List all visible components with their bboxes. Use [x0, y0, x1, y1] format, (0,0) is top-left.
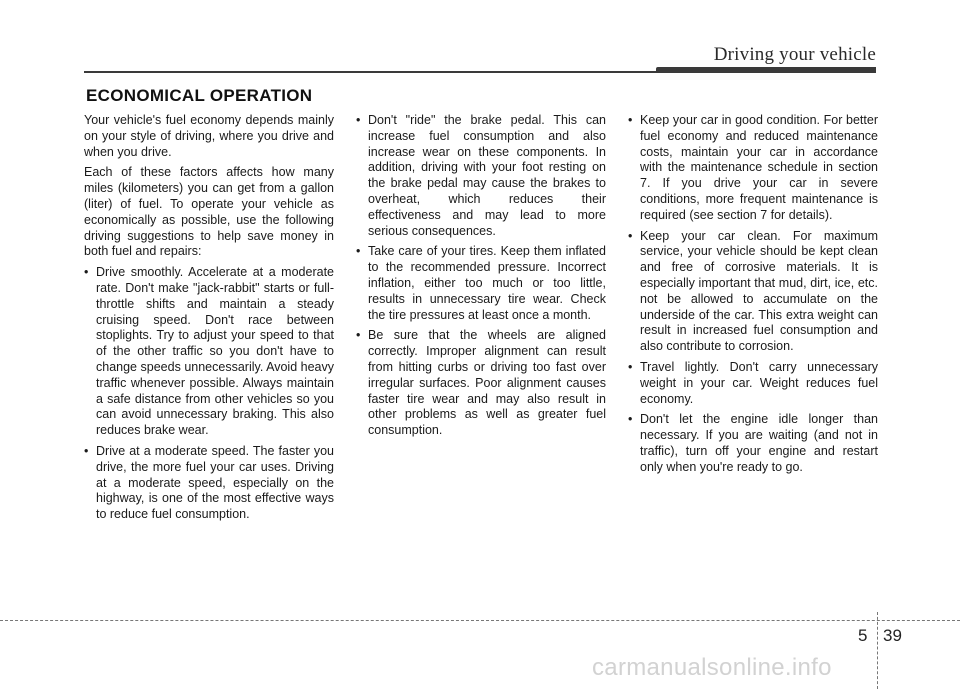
paragraph: Each of these factors affects how many miles (kilometers) you can get from a gallon (liter) of fuel. To operate your vehicle as economically as possible, use the following driving suggestions to help save money in both fuel and repairs: — [84, 165, 334, 259]
list-item: • Be sure that the wheels are aligned correctly. Improper alignment can result from hitting curbs or driving too fast over irregular surfaces. Poor alignment causes faster tire wear and may also result in other problems as well as greater fuel consumption. — [356, 328, 606, 439]
page-heading: ECONOMICAL OPERATION — [86, 86, 313, 105]
page-number: 39 — [883, 626, 902, 645]
bullet-list — [628, 113, 878, 476]
paragraph: Your vehicle's fuel economy depends mainly on your style of driving, where you drive and when you drive. — [84, 113, 334, 159]
header-rule — [84, 71, 664, 73]
list-item: • Keep your car clean. For maximum service, your vehicle should be kept clean and free of corrosive materials. It is especially important that mud, dirt, ice, etc. not be allowed to accumulate on the underside of the car. This extra weight can result in increased fuel consumption and also contribute to corrosion. — [628, 229, 878, 355]
list-item: • Don't let the engine idle longer than necessary. If you are waiting (and not in traffic), turn off your engine and restart only when you're ready to go. — [628, 412, 878, 475]
bullet-list — [84, 265, 334, 523]
list-item: • Keep your car in good condition. For better fuel economy and reduced maintenance costs, maintain your car in accordance with the maintenance schedule in section 7. If you drive your car in severe conditions, more frequent maintenance is required (see section 7 for details). — [628, 113, 878, 224]
text-column-2 — [356, 113, 606, 444]
watermark: carmanualsonline.info — [592, 654, 832, 681]
footer-divider — [0, 620, 960, 621]
bullet-list — [356, 113, 606, 439]
header-rule-accent — [656, 67, 876, 73]
text-column-1 — [84, 113, 334, 528]
list-item: • Travel lightly. Don't carry unnecessary weight in your car. Weight reduces fuel economy. — [628, 360, 878, 407]
list-item: • Drive smoothly. Accelerate at a moderate rate. Don't make "jack-rabbit" starts or full-throttle shifts and maintain a steady cruising speed. Don't race between stoplights. Try to adjust your speed to that of the other traffic so you don't have to change speeds unnecessarily. Avoid heavy traffic whenever possible. Always maintain a safe distance from other vehicles so you can avoid unnecessary braking. This also reduces brake wear. — [84, 265, 334, 439]
page-number-divider — [877, 612, 878, 689]
list-item: • Don't "ride" the brake pedal. This can increase fuel consumption and also increase wear on these components. In addition, driving with your foot resting on the brake pedal may cause the brakes to overheat, which reduces their effectiveness and may lead to more serious consequences. — [356, 113, 606, 239]
list-item: • Drive at a moderate speed. The faster you drive, the more fuel your car uses. Driving at a moderate speed, especially on the highway, is one of the most effective ways to reduce fuel consumption. — [84, 444, 334, 523]
section-title: Driving your vehicle — [713, 44, 876, 65]
text-column-3 — [628, 113, 878, 481]
list-item: • Take care of your tires. Keep them inflated to the recommended pressure. Incorrect inflation, either too much or too little, results in unnecessary tire wear. Check the tire pressures at least once a month. — [356, 244, 606, 323]
chapter-number: 5 — [858, 626, 868, 645]
